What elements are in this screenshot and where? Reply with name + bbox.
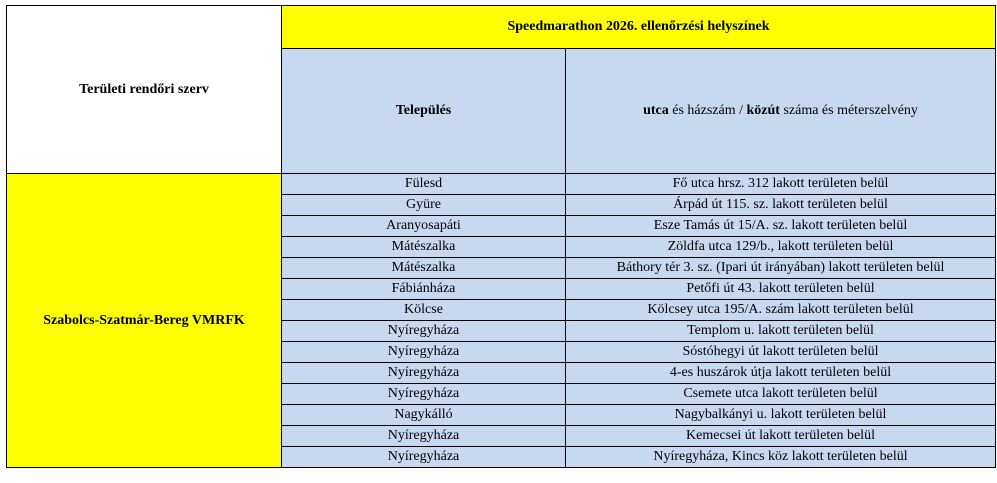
police-column-header: Területi rendőri szerv [7,6,282,174]
police-unit-name: Szabolcs-Szatmár-Bereg VMRFK [7,174,282,468]
settlement-cell: Nyíregyháza [282,321,566,342]
settlement-cell: Nagykálló [282,405,566,426]
location-cell: Sóstóhegyi út lakott területen belül [566,342,996,363]
location-cell: Csemete utca lakott területen belül [566,384,996,405]
location-cell: 4-es huszárok útja lakott területen belül [566,363,996,384]
table-row [7,174,996,195]
location-cell: Báthory tér 3. sz. (Ipari út irányában) lakott területen belül [566,258,996,279]
location-column-header [566,49,996,174]
location-cell: Petőfi út 43. lakott területen belül [566,279,996,300]
title-row [7,6,996,49]
settlement-cell: Aranyosapáti [282,216,566,237]
location-header-road: közút [746,103,780,118]
settlement-cell: Nyíregyháza [282,363,566,384]
location-cell: Kölcsey utca 195/A. szám lakott területen belül [566,300,996,321]
speedmarathon-table [6,5,996,468]
settlement-cell: Gyüre [282,195,566,216]
settlement-cell: Nyíregyháza [282,342,566,363]
settlement-column-header: Település [282,49,566,174]
settlement-cell: Nyíregyháza [282,447,566,468]
settlement-cell: Nyíregyháza [282,384,566,405]
location-cell: Templom u. lakott területen belül [566,321,996,342]
location-cell: Fő utca hrsz. 312 lakott területen belül [566,174,996,195]
location-cell: Esze Tamás út 15/A. sz. lakott területen belül [566,216,996,237]
location-cell: Zöldfa utca 129/b., lakott területen belül [566,237,996,258]
settlement-cell: Mátészalka [282,258,566,279]
table-title: Speedmarathon 2026. ellenőrzési helyszínek [282,6,996,49]
location-header-section: száma és méterszelvény [779,103,918,118]
location-cell: Nyíregyháza, Kincs köz lakott területen belül [566,447,996,468]
location-cell: Árpád út 115. sz. lakott területen belül [566,195,996,216]
location-cell: Nagybalkányi u. lakott területen belül [566,405,996,426]
location-cell: Kemecsei út lakott területen belül [566,426,996,447]
settlement-cell: Mátészalka [282,237,566,258]
settlement-cell: Nyíregyháza [282,426,566,447]
location-header-street: utca [643,103,669,118]
settlement-cell: Fülesd [282,174,566,195]
settlement-cell: Fábiánháza [282,279,566,300]
location-header-housenumber: és házszám / [668,103,747,118]
settlement-cell: Kölcse [282,300,566,321]
